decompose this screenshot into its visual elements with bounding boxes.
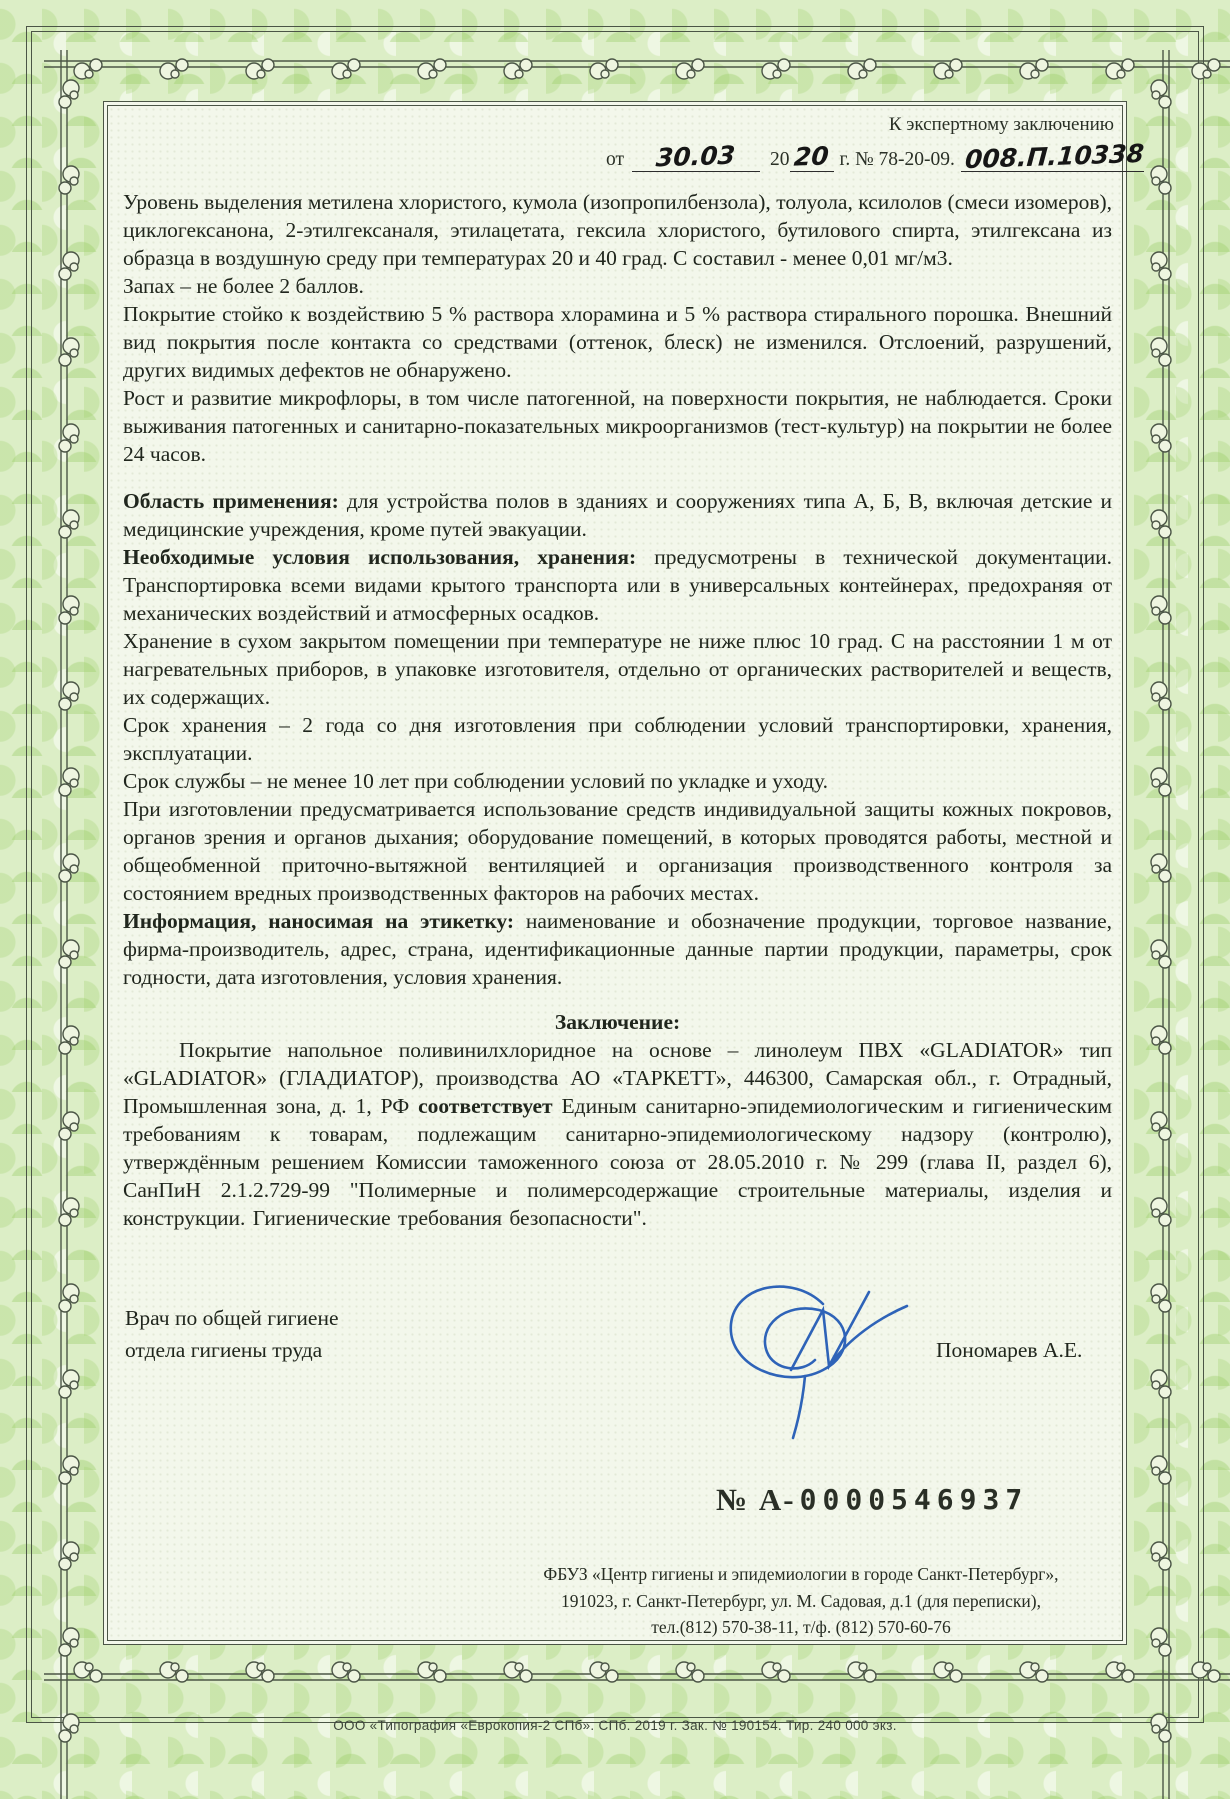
signature-role-line1: Врач по общей гигиене	[125, 1306, 339, 1330]
paragraph-text: наименование и обозначение продукции, торговое название, фирма-производитель, адрес, страна, идентификационные данные партии продукции, параметры, срок годности, дата изготовления, условия хранения.	[123, 909, 1112, 989]
signature-role-line2: отдела гигиены труда	[125, 1338, 323, 1362]
paragraph-label-information	[123, 907, 1112, 991]
paragraph-lead: Область применения:	[123, 489, 339, 513]
ref-number-underline	[961, 138, 1145, 175]
paragraph-application-area	[123, 487, 1112, 543]
corner-note: К экспертному заключению	[888, 114, 1114, 135]
ref-from-label: от	[606, 149, 625, 170]
serial-digits: 0000546937	[799, 1483, 1029, 1516]
paragraph-usage-conditions	[123, 543, 1112, 627]
signature-name: Пономарев А.Е.	[936, 1338, 1083, 1362]
conclusion-heading: Заключение:	[554, 1010, 681, 1034]
ref-year-printed: 20	[770, 149, 790, 170]
guilloche-chain-right-border	[1146, 50, 1180, 1799]
paragraph-microflora: Рост и развитие микрофлоры, в том числе патогенной, на поверхности покрытия, не наблюдается. Сроки выживания патогенных и санитарно-показательных микроорганизмов (тест-культур) на покрытии не более 24 часов.	[123, 386, 1112, 466]
reference-line	[606, 138, 1145, 175]
paragraph-shelf-life: Срок хранения – 2 года со дня изготовления при соблюдении условий транспортировки, хранения, эксплуатации.	[123, 713, 1112, 765]
document-sheet	[103, 101, 1145, 1645]
signature-role	[125, 1302, 339, 1366]
serial-prefix: № А-	[716, 1482, 796, 1517]
document-sheet-inner-frame	[107, 105, 1145, 1641]
ref-year-underline	[790, 142, 834, 172]
ref-number-handwritten: 008.П.10338	[963, 138, 1145, 175]
issuing-organization	[516, 1561, 1086, 1641]
paragraph-text: для устройства полов в зданиях и сооружениях типа А, Б, В, включая детские и медицинские учреждения, кроме путей эвакуации.	[123, 489, 1112, 541]
guilloche-chain-bottom-border	[44, 1657, 1230, 1691]
organization-name: ФБУЗ «Центр гигиены и эпидемиологии в городе Санкт-Петербург»,	[543, 1564, 1059, 1584]
conclusion-text-part1: Покрытие напольное поливинилхлоридное на основе – линолеум ПВХ «GLADIATOR» тип «GLADIATOR» (ГЛАДИАТОР), производства АО «ТАРКЕТТ», 446300, Самарская обл., г. Отрадный, Промышленная зона, д. 1, РФ	[123, 1038, 1112, 1118]
ref-date-handwritten: 30.03	[655, 140, 737, 173]
serial-number	[716, 1482, 1028, 1518]
paragraph-text: предусмотрены в технической документации. Транспортировка всеми видами крытого транспорта или в универсальных контейнерах, предохраняя от механических воздействий и атмосферных осадков.	[123, 545, 1112, 625]
ref-number-printed: 78-20-09.	[878, 149, 955, 170]
paragraph-odor: Запах – не более 2 баллов.	[123, 274, 364, 298]
guilloche-chain-top-border	[44, 50, 1230, 84]
conclusion-bold-word: соответствует	[418, 1094, 553, 1118]
organization-address: 191023, г. Санкт-Петербург, ул. М. Садовая, д.1 (для переписки),	[561, 1590, 1041, 1611]
paragraph-manufacturing-ppe: При изготовлении предусматривается использование средств индивидуальной защиты кожных покровов, органов зрения и органов дыхания; оборудование помещений, в которых проводятся работы, местной и общеобменной приточно-вытяжной вентиляцией и организация производственного контроля за состоянием вредных производственных факторов на рабочих местах.	[123, 797, 1112, 905]
paragraph-lead: Необходимые условия использования, хранения:	[123, 545, 637, 569]
conclusion-paragraph	[123, 1036, 1112, 1232]
paragraph-emission-level: Уровень выделения метилена хлористого, кумола (изопропилбензола), толуола, ксилолов (смеси изомеров), циклогексанона, 2-этилгексаналя, этилацетата, гексила хлористого, бутилового спирта, этилгексана из образца в воздушную среду при температурах 20 и 40 град. С составил - менее 0,01 мг/м3.	[123, 190, 1112, 270]
organization-phone: тел.(812) 570-38-11, т/ф. (812) 570-60-76	[651, 1617, 951, 1637]
guilloche-chain-left-border	[50, 50, 84, 1799]
paragraph-storage-temperature: Хранение в сухом закрытом помещении при температуре не ниже плюс 10 град. С на расстоянии 1 м от нагревательных приборов, в упаковке изготовителя, отдельно от органических растворителей и веществ, их содержащих.	[123, 629, 1112, 709]
paragraph-chloramine-resistance: Покрытие стойко к воздействию 5 % раствора хлорамина и 5 % раствора стирального порошка. Внешний вид покрытия после контакта со средствами (оттенок, блеск) не изменился. Отслоений, разрушений, других видимых дефектов не обнаружено.	[123, 302, 1112, 382]
print-house-line: ООО «Типография «Еврокопия-2 СПб». СПб. 2019 г. Зак. № 190154. Тир. 240 000 экз.	[333, 1718, 897, 1733]
signature-scribble	[673, 1266, 913, 1456]
ref-year-handwritten: 20	[793, 141, 830, 172]
paragraph-service-life: Срок службы – не менее 10 лет при соблюдении условий по укладке и уходу.	[123, 769, 828, 793]
ref-year-suffix: г. №	[839, 149, 874, 170]
conclusion-text-part2: Единым санитарно-эпидемиологическим и гигиеническим требованиям к товарам, подлежащим санитарно-эпидемиологическому надзору (контролю), утверждённым решением Комиссии таможенного союза от 28.05.2010 г. № 299 (глава II, раздел 6), СанПиН 2.1.2.729-99 "Полимерные и полимерсодержащие строительные материалы, изделия и конструкции. Гигиенические требования безопасности".	[123, 1094, 1112, 1230]
paragraph-lead: Информация, наносимая на этикетку:	[123, 909, 515, 933]
ref-date-underline	[632, 142, 760, 172]
document-body	[123, 188, 1112, 1232]
